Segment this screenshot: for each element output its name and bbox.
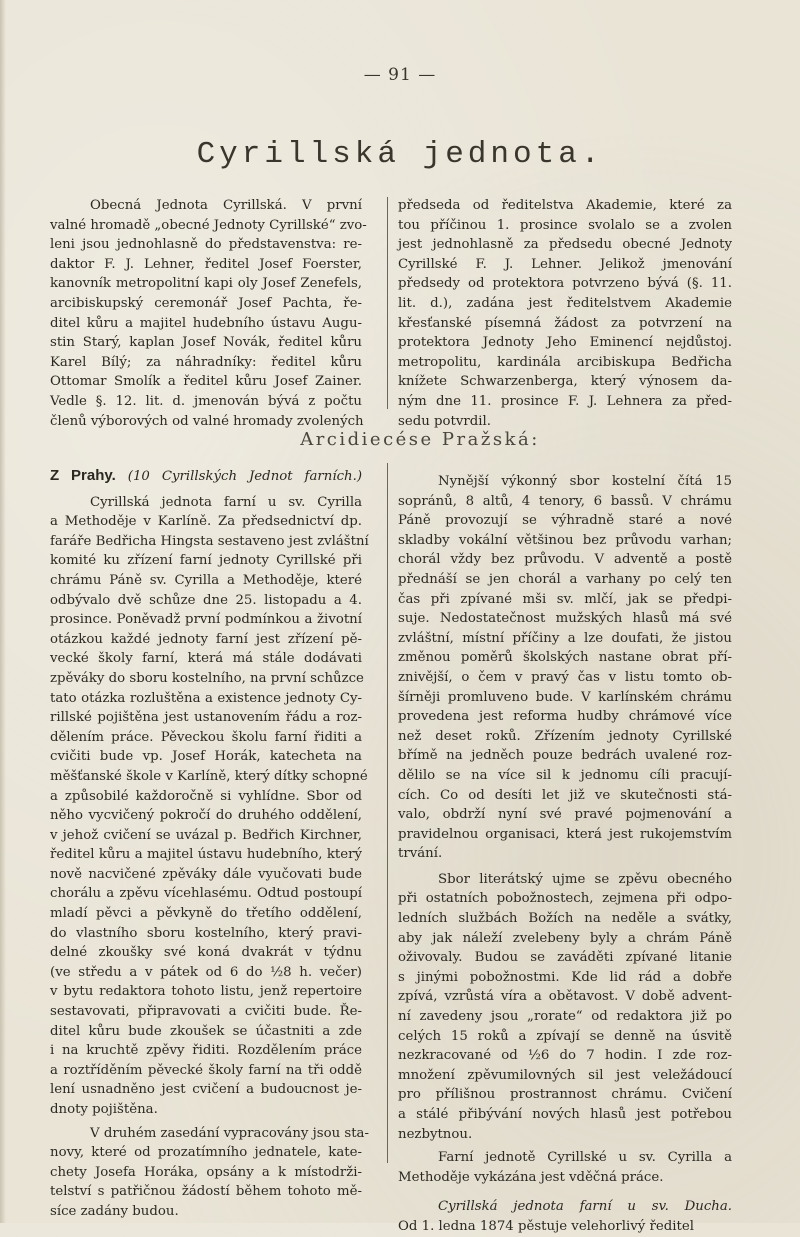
text-line: ní zavedeny jsou „rorate“ od redaktora již po xyxy=(398,1009,732,1025)
page-number: — 91 — xyxy=(363,65,437,85)
text-line: (ve středu a v pátek od 6 do ½8 h. večer) xyxy=(50,964,362,980)
text-line: a roztříděním pěvecké školy farní na tři oddě xyxy=(50,1062,362,1078)
place-heading: Z Prahy. xyxy=(50,467,116,484)
text-line: daktor F. J. Lehner, ředitel Josef Foerster, xyxy=(50,256,362,272)
text-line: břímě na jedněch pouze bedrách uvalené roz- xyxy=(398,748,732,764)
text-line: a Methoděje v Karlíně. Za předsednictví dp. xyxy=(50,514,362,530)
text-line: sopránů, 8 altů, 4 tenory, 6 bassů. V chrámu xyxy=(398,493,732,509)
column-divider-bottom xyxy=(387,463,388,1163)
text-line: oživovaly. Budou se zaváděti zpívané litanie xyxy=(398,950,732,966)
paragraph-sbor-literatsky xyxy=(398,870,732,1144)
text-line: celých 15 roků a zpívají se denně na úsvitě xyxy=(398,1028,732,1044)
subheading-sv-ducha: Cyrillská jednota farní u sv. Ducha. xyxy=(438,1199,732,1215)
text-line: šírněji promluveno bude. V karlínském chrámu xyxy=(398,689,732,705)
place-note: (10 Cyrillských Jednot farních.) xyxy=(127,469,363,484)
section-heading: Arcidiecése Pražská: xyxy=(300,429,540,450)
text-line: arcibiskupský ceremonář Josef Pachta, ře- xyxy=(50,295,362,311)
paragraph-vykonny-sbor xyxy=(398,472,732,864)
text-line: dnoty pojištěna. xyxy=(50,1102,158,1117)
text-line: předseda od ředitelstva Akademie, které za xyxy=(398,198,732,213)
text-line: předsedy od protektora potvrzeno bývá (§. 11. xyxy=(398,276,732,292)
text-line: zpívá, vzrůstá víra a obětavost. V době advent- xyxy=(398,989,732,1005)
text-line: a stálé přibývání nových hlasů jest potřebou xyxy=(398,1107,732,1122)
text-line: chrámu Páně sv. Cyrilla a Methoděje, které xyxy=(50,572,362,588)
text-line: chorál vždy bez průvodu. V adventě a postě xyxy=(398,552,732,568)
text-line: přednáší se jen chorál a varhany po celý ten xyxy=(398,571,732,587)
paragraph-farni-jednote xyxy=(398,1148,732,1187)
text-line: valné hromadě „obecné Jednoty Cyrillské“ zvo- xyxy=(50,217,367,233)
text-line: dělilo se na více sil k jednomu cíli pracují- xyxy=(398,767,732,783)
text-line: změnou poměrů školských nastane obrat pří- xyxy=(398,650,732,666)
text-line: pro přílišnou prostrannost chrámu. Cvičení xyxy=(398,1087,732,1103)
text-line: faráře Bedřicha Hingsta sestaveno jest zvláštní xyxy=(50,533,369,549)
text-line: Páně provozují se výhradně staré a nové xyxy=(398,513,732,529)
text-line: lit. d.), zadána jest ředitelstvem Akademie xyxy=(398,295,732,311)
text-line: prosince. Poněvadž první podmínkou a životní xyxy=(50,612,362,628)
bottom-right-column xyxy=(398,466,732,1237)
text-line: aby jak náleží zvelebeny byly a chrám Páně xyxy=(398,930,732,946)
text-line: skladby vokální většinou bez průvodu varhan; xyxy=(398,532,732,548)
text-line: nově nacvičené zpěváky dále vyučovati bude xyxy=(50,866,362,882)
text-line: metropolitu, kardinála arcibiskupa Bedřicha xyxy=(398,354,732,370)
text-line: ditel kůru a majitel hudebního ústavu Augu- xyxy=(50,315,362,331)
text-line: cích. Co od desíti let již ve skutečnosti stá- xyxy=(398,787,732,803)
text-line: Farní jednotě Cyrillské u sv. Cyrilla a xyxy=(438,1150,732,1166)
paragraph-predseda xyxy=(398,196,732,431)
text-line: při ostatních pobožnostech, zejmena při odpo- xyxy=(398,891,732,907)
text-line: znivější, o čem v pravý čas v listu tomto ob- xyxy=(398,669,732,685)
text-line: dělením práce. Pěveckou školu farní řiditi a xyxy=(50,729,362,745)
text-line: Od 1. ledna 1874 pěstuje velehorlivý ředitel xyxy=(398,1218,694,1234)
text-line: síce zadány budou. xyxy=(50,1203,179,1219)
text-line: knížete Schwarzenberga, který výnosem da- xyxy=(398,374,732,390)
text-line: tou příčinou 1. prosince svolalo se a zvolen xyxy=(398,217,732,233)
text-line: Cyrillská jednota farní u sv. Cyrilla xyxy=(90,494,362,510)
paragraph-druhe-zasedani xyxy=(50,1124,369,1222)
text-line: pravidelnou organisaci, která jest rukojemstvím xyxy=(398,826,732,842)
text-line: tato otázka rozluštěna a existence jednoty Cy- xyxy=(50,690,362,706)
text-line: valo, obdrží nyní své pravé pojmenování a xyxy=(398,807,732,823)
text-line: rillské pojištěna jest ustanovením řádu a roz- xyxy=(50,710,362,726)
top-left-column xyxy=(50,196,367,431)
text-line: čas při zpívané mši sv. mlčí, jak se předpi- xyxy=(398,591,732,607)
text-line: telství s patřičnou žádostí během tohoto mě- xyxy=(50,1184,362,1200)
text-line: provedena jest reforma hudby chrámové více xyxy=(398,709,732,725)
text-line: lení usnadněno jest cvičení a budoucnost je- xyxy=(50,1082,362,1098)
page-title: Cyrillská jednota. xyxy=(196,137,604,172)
text-line: Obecná Jednota Cyrillská. V první xyxy=(90,198,362,213)
text-line: v bytu redaktora tohoto listu, jenž repertoire xyxy=(50,984,362,1000)
text-line: než deset roků. Zřízením jednoty Cyrillské xyxy=(398,728,732,744)
text-line: cvičiti bude vp. Josef Horák, katecheta na xyxy=(50,749,362,765)
text-line: členů výborových od valné hromady zvolených xyxy=(50,413,364,429)
bottom-left-column xyxy=(50,466,369,1222)
text-line: chorálu a zpěvu vícehlasému. Odtud postoupí xyxy=(50,886,362,902)
text-line: stin Starý, kaplan Josef Novák, ředitel kůru xyxy=(50,335,362,351)
text-line: komité ku zřízení farní jednoty Cyrillské při xyxy=(50,553,362,569)
text-line: ledních službách Božích na neděle a svátky, xyxy=(398,911,732,927)
text-line: ředitel kůru a majitel ústavu hudebního, který xyxy=(50,847,362,863)
text-line: Methoděje vykázána jest vděčná práce. xyxy=(398,1169,664,1185)
text-line: množení zpěvumilovných sil jest veležádoucí xyxy=(398,1067,732,1083)
text-line: sestavovati, připravovati a cvičiti bude. Ře- xyxy=(50,1004,362,1020)
paragraph-obecna-jednota xyxy=(50,196,367,431)
text-line: Nynější výkonný sbor kostelní čítá 15 xyxy=(438,474,732,489)
text-line: chety Josefa Horáka, opsány a k místodrži- xyxy=(50,1164,362,1180)
text-line: nezbytnou. xyxy=(398,1126,473,1142)
text-line: a způsobilé každoročně si vyhlídne. Sbor od xyxy=(50,788,362,804)
text-line: sedu potvrdil. xyxy=(398,413,491,429)
text-line: protektora Jednoty Jeho Eminencí nejdůstoj. xyxy=(398,335,732,351)
text-line: s jinými pobožnostmi. Kde lid rád a dobře xyxy=(398,969,732,985)
text-line: V druhém zasedání vypracovány jsou sta- xyxy=(90,1125,369,1141)
text-line: delné zkoušky své koná dvakrát v týdnu xyxy=(50,945,362,961)
paragraph-sv-ducha xyxy=(398,1217,732,1237)
text-line: zvláštní, místní příčiny a lze doufati, že jistou xyxy=(398,630,732,646)
text-line: měšťanské škole v Karlíně, který dítky schopné xyxy=(50,768,368,784)
text-line: trvání. xyxy=(398,846,443,862)
text-line: i na kruchtě zpěvy řiditi. Rozdělením práce xyxy=(50,1043,362,1059)
place-heading-line xyxy=(50,466,362,487)
text-line: vecké školy farní, která má stále dodávati xyxy=(50,651,362,667)
text-line: Cyrillské F. J. Lehner. Jelikož jmenování xyxy=(398,256,732,272)
text-line: v jehož cvičení se uvázal p. Bedřich Kirchner, xyxy=(50,827,362,843)
text-line: Ottomar Smolík a ředitel kůru Josef Zainer. xyxy=(50,374,362,390)
text-line: kanovník metropolitní kapi oly Josef Zenefels, xyxy=(50,276,362,292)
page-edge-shadow xyxy=(0,0,6,1223)
text-line: Karel Bílý; za náhradníky: ředitel kůru xyxy=(50,354,362,370)
text-line: mladí pěvci a pěvkyně do třetího oddělení, xyxy=(50,906,362,922)
text-line: leni jsou jednohlasně do představenstva: re- xyxy=(50,237,362,253)
text-line: jest jednohlasně za předsedu obecné Jednoty xyxy=(398,237,732,253)
text-line: otázkou každé jednoty farní jest zřízení pě- xyxy=(50,631,362,647)
text-line: ditel kůru bude zkoušek se účastniti a zde xyxy=(50,1023,362,1039)
text-line: do vlastního sboru kostelního, který pravi- xyxy=(50,925,362,941)
text-line: Vedle §. 12. lit. d. jmenován bývá z počtu xyxy=(50,393,362,409)
text-line: nezkracované od ½6 do 7 hodin. I zde roz- xyxy=(398,1048,732,1064)
column-divider xyxy=(387,197,388,409)
text-line: novy, které od prozatímního jednatele, kate- xyxy=(50,1145,362,1161)
top-right-column xyxy=(398,196,732,431)
text-line: ným dne 11. prosince F. J. Lehnera za před- xyxy=(398,393,732,409)
text-line: Sbor literátský ujme se zpěvu obecného xyxy=(438,871,732,887)
text-line: křesťanské písemná žádost za potvrzení na xyxy=(398,315,732,331)
paragraph-karlin xyxy=(50,493,369,1120)
text-line: suje. Nedostatečnost mužských hlasů má své xyxy=(398,611,732,627)
text-line: odbývalo dvě schůze dne 25. listopadu a 4. xyxy=(50,592,362,608)
text-line: něho vycvičený pokročí do druhého oddělení, xyxy=(50,808,362,824)
text-line: zpěváky do sboru kostelního, na první schůzce xyxy=(50,670,364,686)
